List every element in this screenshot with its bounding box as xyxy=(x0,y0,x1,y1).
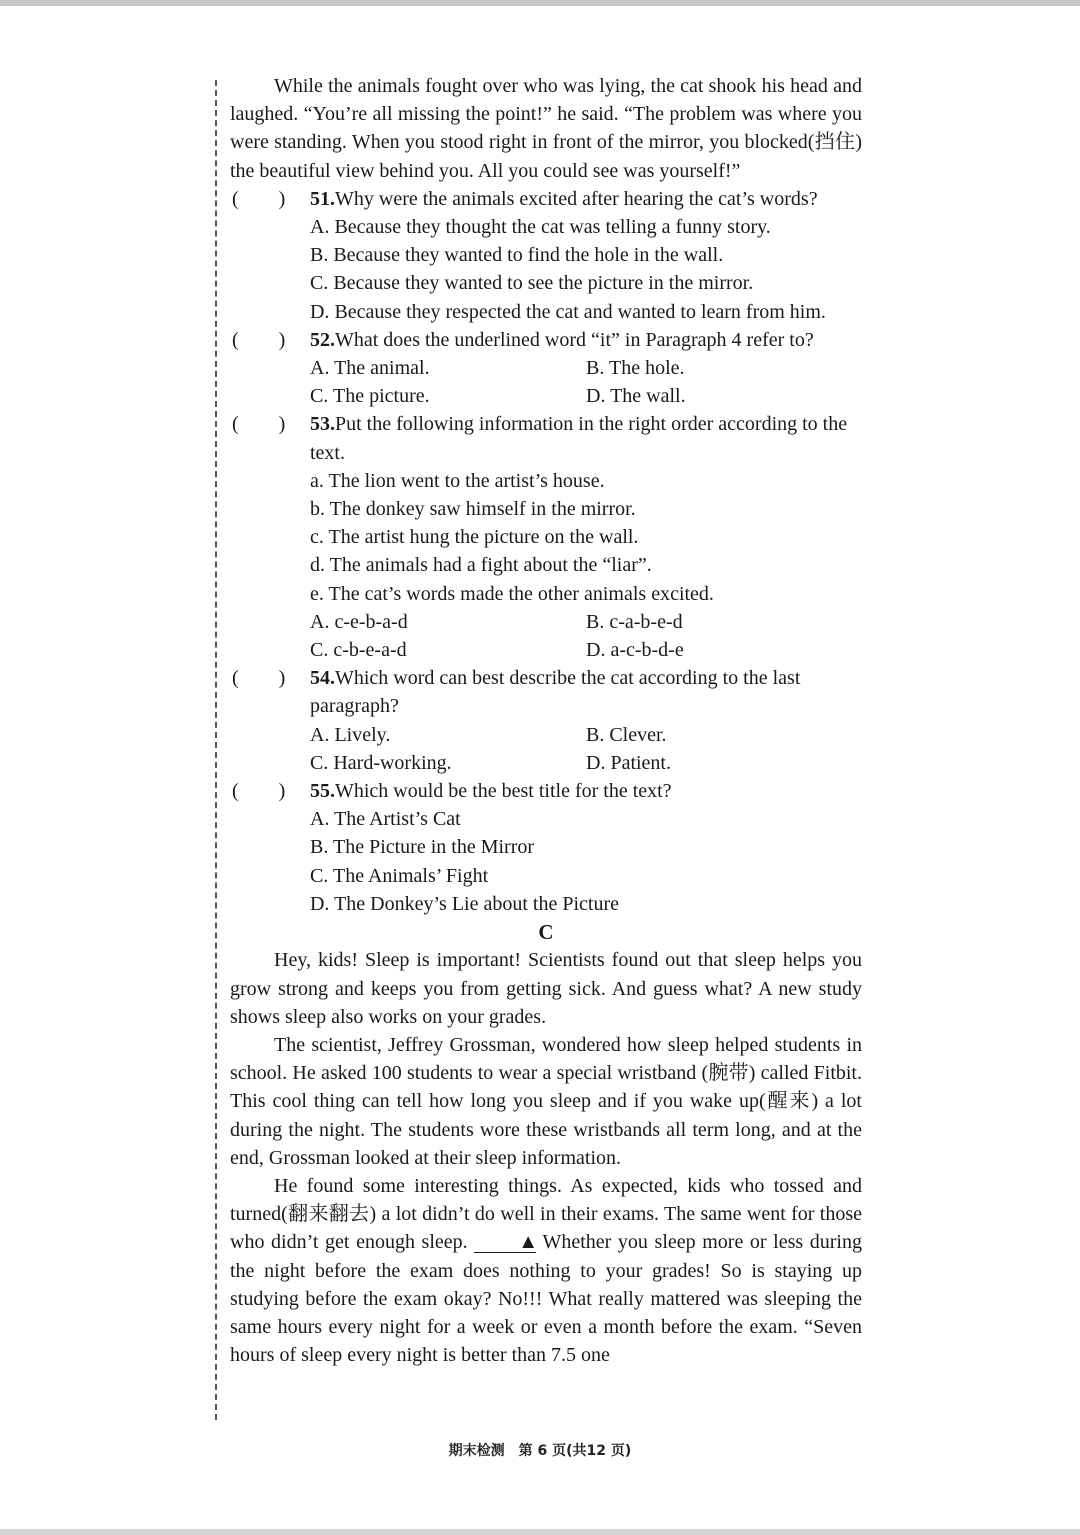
order-item: e. The cat’s words made the other animals excited. xyxy=(310,582,714,605)
question-55 xyxy=(230,777,862,805)
answer-blank[interactable]: ▲ xyxy=(474,1232,536,1253)
option: C. Hard-working. xyxy=(310,751,452,774)
option: A. Lively. xyxy=(310,723,391,746)
answer-paren[interactable]: ( ) xyxy=(232,780,286,803)
option: D. Because they respected the cat and wanted to learn from him. xyxy=(310,300,826,323)
order-item: d. The animals had a fight about the “liar”. xyxy=(310,554,652,577)
option: A. Because they thought the cat was telling a funny story. xyxy=(310,216,771,239)
option: D. a-c-b-d-e xyxy=(586,639,684,662)
option: C. c-b-e-a-d xyxy=(310,639,407,662)
question-number: 54. xyxy=(310,667,335,690)
option-row xyxy=(230,354,862,382)
passage-c-paragraph-3 xyxy=(230,1172,862,1369)
question-number: 52. xyxy=(310,328,335,351)
question-stem: What does the underlined word “it” in Paragraph 4 refer to? xyxy=(335,328,814,351)
question-number: 55. xyxy=(310,780,335,803)
passage-c-paragraph-2: The scientist, Jeffrey Grossman, wondered how sleep helped students in school. He asked 100 students to wear a special wristband (腕带) called Fitbit. This cool thing can tell how long you sleep and if you wake up(醒来) a lot during the night. The students wore these wristbands all term long, and at the end, Grossman looked at their sleep information. xyxy=(230,1033,862,1169)
option: A. The animal. xyxy=(310,357,430,380)
option: C. Because they wanted to see the picture in the mirror. xyxy=(310,272,754,295)
option: A. c-e-b-a-d xyxy=(310,610,408,633)
option: D. The wall. xyxy=(586,385,686,408)
order-item: b. The donkey saw himself in the mirror. xyxy=(310,498,636,521)
question-stem: Why were the animals excited after hearing the cat’s words? xyxy=(335,187,818,210)
dashed-cut-line xyxy=(215,80,217,1420)
paragraph-text: He found some interesting things. As expected, kids who tossed and turned(翻来翻去) a lot didn’t do well in their exams. The same went for those who didn’t get enough sleep. xyxy=(230,1174,862,1254)
option-row xyxy=(230,721,862,749)
option: B. The hole. xyxy=(586,357,685,380)
question-stem: Which would be the best title for the text? xyxy=(335,780,672,803)
option: D. Patient. xyxy=(586,751,671,774)
option: B. c-a-b-e-d xyxy=(586,610,683,633)
question-52 xyxy=(230,326,862,354)
option: D. The Donkey’s Lie about the Picture xyxy=(310,892,620,915)
question-number: 51. xyxy=(310,187,335,210)
option-row xyxy=(230,749,862,777)
option: C. The picture. xyxy=(310,385,430,408)
option-row xyxy=(230,636,862,664)
answer-paren[interactable]: ( ) xyxy=(232,187,286,210)
option-row xyxy=(230,382,862,410)
top-border xyxy=(0,0,1080,6)
order-item: a. The lion went to the artist’s house. xyxy=(310,469,605,492)
answer-paren[interactable]: ( ) xyxy=(232,667,286,690)
passage-b-last-paragraph: While the animals fought over who was lying, the cat shook his head and laughed. “You’re all missing the point!” he said. “The problem was where you were standing. When you stood right in front of the mirror, you blocked(挡住) the beautiful view behind you. All you could see was yourself!” xyxy=(230,75,862,182)
question-stem: Put the following information in the right order according to the text. xyxy=(310,413,848,464)
bottom-border xyxy=(0,1529,1080,1535)
passage-c-paragraph-1: Hey, kids! Sleep is important! Scientists found out that sleep helps you grow strong and keeps you from getting sick. And guess what? A new study shows sleep also works on your grades. xyxy=(230,949,862,1028)
order-item: c. The artist hung the picture on the wall. xyxy=(310,526,639,549)
section-heading: C xyxy=(538,920,554,945)
page-footer: 期末检测 第 6 页(共12 页) xyxy=(448,1443,632,1459)
exam-page xyxy=(230,72,862,1369)
question-53 xyxy=(230,410,862,466)
question-54 xyxy=(230,664,862,720)
option: A. The Artist’s Cat xyxy=(310,808,461,831)
answer-paren[interactable]: ( ) xyxy=(232,328,286,351)
option-row xyxy=(230,608,862,636)
paragraph-text: Whether you sleep more or less during the night before the exam does nothing to your grades! So is staying up studying before the exam okay? No!!! What really mattered was sleeping the same hours every night for a week or even a month before the exam. “Seven hours of sleep every night is better than 7.5 one xyxy=(230,1231,862,1367)
question-stem: Which word can best describe the cat according to the last paragraph? xyxy=(310,667,801,718)
option: C. The Animals’ Fight xyxy=(310,864,489,887)
question-51 xyxy=(230,185,862,213)
question-number: 53. xyxy=(310,413,335,436)
option: B. The Picture in the Mirror xyxy=(310,836,535,859)
option: B. Clever. xyxy=(586,723,667,746)
option: B. Because they wanted to find the hole in the wall. xyxy=(310,244,724,267)
answer-paren[interactable]: ( ) xyxy=(232,413,286,436)
